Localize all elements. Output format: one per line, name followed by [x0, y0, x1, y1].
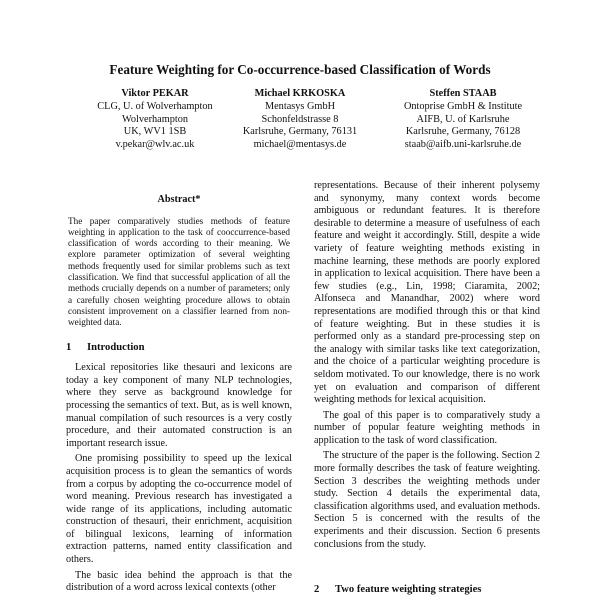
- paragraph: Lexical repositories like thesauri and lexicons are today a key component of many NLP technologies, where they serve as background knowledge for processing the semantics of text. But, as is well known, manual compilation of such resources is a very costly procedure, and their automated construction is an important research issue.: [66, 362, 292, 449]
- paragraph: The goal of this paper is to comparatively study a number of popular feature weighting methods in application to the task of word classification.: [314, 409, 540, 446]
- paper-title: Feature Weighting for Co-occurrence-based Classification of Words: [109, 62, 491, 77]
- author-block: [215, 88, 385, 152]
- author-affiliation: Mentasys GmbH: [264, 100, 336, 112]
- author-name: Steffen STAAB: [429, 88, 497, 99]
- author-name: Michael KRKOSKA: [254, 88, 346, 99]
- paragraph: The basic idea behind the approach is that the distribution of a word across lexical contexts (other: [66, 569, 292, 594]
- author-email: michael@mentasys.de: [253, 139, 347, 151]
- author-affiliation-2: AIFB, U. of Karlsruhe: [416, 113, 510, 125]
- left-column: [66, 182, 292, 598]
- author-affiliation: Ontoprise GmbH & Institute: [403, 100, 523, 112]
- author-affiliation: CLG, U. of Wolverhampton: [97, 100, 213, 112]
- right-column: [314, 180, 540, 554]
- paragraph: The structure of the paper is the following. Section 2 more formally describes the task of feature weighting. Section 3 describes the weighting methods under study. Section 4 details the experimental data, classification algorithms used, and evaluation methods. Section 5 is concerned with the results of the experiments and their discussion. Section 6 presents conclusions from the study.: [314, 450, 540, 550]
- abstract-text: The paper comparatively studies methods of feature weighting in application to the task of cooccurrence-based classification of words according to their meaning. We explore parameter optimization of several weighting methods frequently used for similar problems such as text classification. We find that successful application of all the methods crucially depends on a number of parameters; only a carefully chosen weighting procedure allows to obtain consistent improvement on a classifier learned from non-weighted data.: [68, 215, 290, 328]
- author-street: Schonfeldstrasse 8: [261, 113, 339, 125]
- paragraph: One promising possibility to speed up the lexical acquisition process is to glean the semantics of words from a corpus by adopting the co-occurrence model of word meaning. Previous research has investigated a wide range of its applications, including automatic construction of thesauri, their enrichment, acquisition of bilingual lexicons, learning of information extraction patterns, named entity classification and others.: [66, 453, 292, 566]
- section-number: 2: [314, 584, 320, 595]
- abstract-heading: Abstract*: [157, 194, 201, 205]
- author-address: Karlsruhe, Germany, 76131: [242, 126, 358, 138]
- paragraph-continuation: representations. Because of their inherent polysemy and synonymy, many context words become ambiguous or redundant features. It is therefore desirable to determine a measure of usefulness of each feature and weight it accordingly. Still, despite a wide variety of feature weighting methods existing in machine learning, these methods are poorly explored in application to lexical acquisition. There have been a few studies (e.g., Lin, 1998; Ciaramita, 2002; Alfonseca and Manandhar, 2002) where word representations are modified through this or that kind of feature weighting. But in these studies it is performed only as a standard pre-processing step on the analogy with similar tasks like text categorization, and the choice of a particular weighting procedure is seldom motivated. To our knowledge, there is no work yet on evaluation and comparison of different weighting methods for lexical acquisition.: [314, 180, 540, 406]
- author-city: Wolverhampton: [121, 113, 189, 125]
- author-block: [378, 88, 548, 152]
- author-name: Viktor PEKAR: [121, 88, 189, 99]
- section-heading: [314, 584, 540, 595]
- author-address: UK, WV1 1SB: [123, 126, 187, 138]
- author-email: staab@aifb.uni-karlsruhe.de: [404, 139, 522, 151]
- author-email: v.pekar@wlv.ac.uk: [115, 139, 195, 151]
- section-title: Two feature weighting strategies: [335, 584, 482, 595]
- section-heading: [66, 342, 292, 355]
- section-title: Introduction: [87, 341, 145, 353]
- author-address: Karlsruhe, Germany, 76128: [405, 126, 521, 138]
- section-number: 1: [66, 341, 72, 353]
